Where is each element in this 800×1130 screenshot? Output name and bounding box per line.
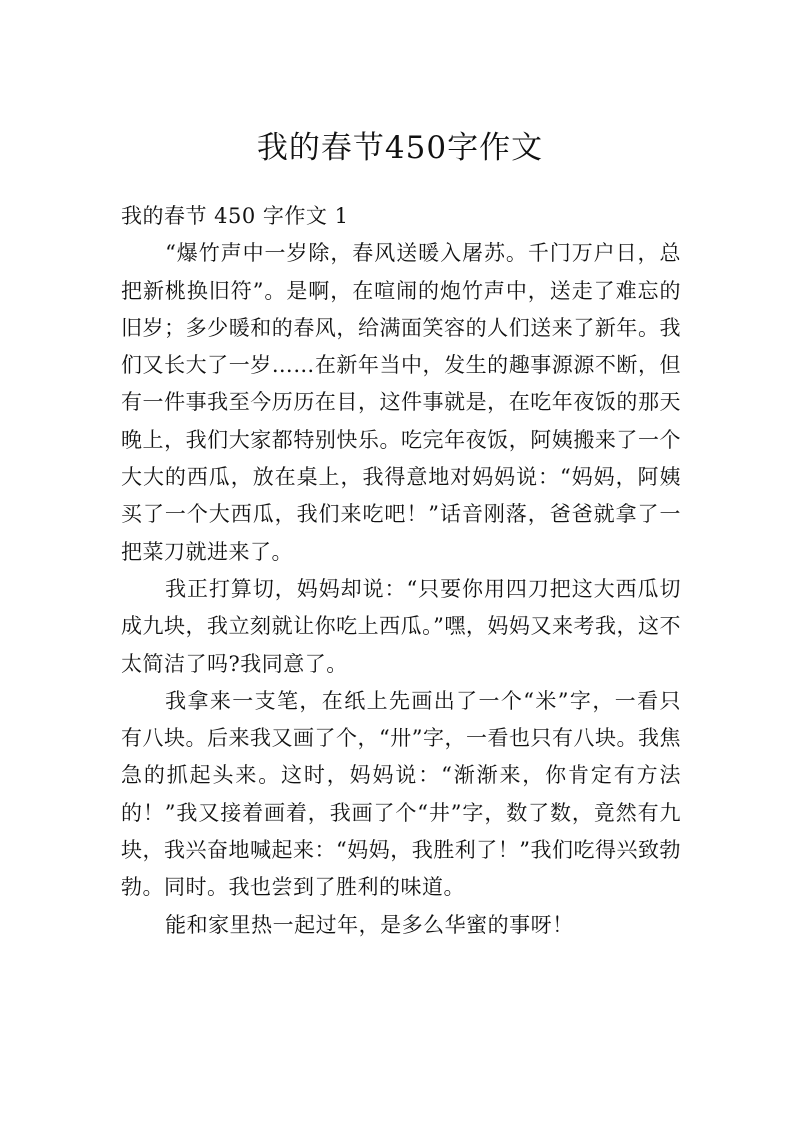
paragraph-3: 我拿来一支笔，在纸上先画出了一个“米”字，一看只有八块。后来我又画了个，“卅”字，一看也只有八块。我焦急的抓起头来。这时，妈妈说：“渐渐来，你肯定有方法的！”我又接着画着，我画了个“井”字，数了数，竟然有九块，我兴奋地喊起来：“妈妈，我胜利了！”我们吃得兴致勃勃。同时。我也尝到了胜利的味道。 (121, 688, 681, 900)
document-title: 我的春节450字作文 (256, 130, 544, 166)
section-heading: 我的春节 450 字作文 1 (121, 204, 349, 228)
paragraph-4: 能和家里热一起过年，是多么华蜜的事呀！ (165, 912, 574, 937)
paragraph-1: “爆竹声中一岁除，春风送暖入屠苏。千门万户日，总把新桃换旧符”。是啊，在喧闹的炮竹声中，送走了难忘的旧岁；多少暖和的春风，给满面笑容的人们送来了新年。我们又长大了一岁……在新年当中，发生的趣事源源不断，但有一件事我至今历历在目，这件事就是，在吃年夜饭的那天晚上，我们大家都特别快乐。吃完年夜饭，阿姨搬来了一个大大的西瓜，放在桌上，我得意地对妈妈说：“妈妈，阿姨买了一个大西瓜，我们来吃吧！”话音刚落，爸爸就拿了一把菜刀就进来了。 (121, 241, 681, 564)
document-body (121, 198, 681, 944)
paragraph-2: 我正打算切，妈妈却说：“只要你用四刀把这大西瓜切成九块，我立刻就让你吃上西瓜。”嘿，妈妈又来考我，这不太简洁了吗?我同意了。 (121, 576, 681, 676)
